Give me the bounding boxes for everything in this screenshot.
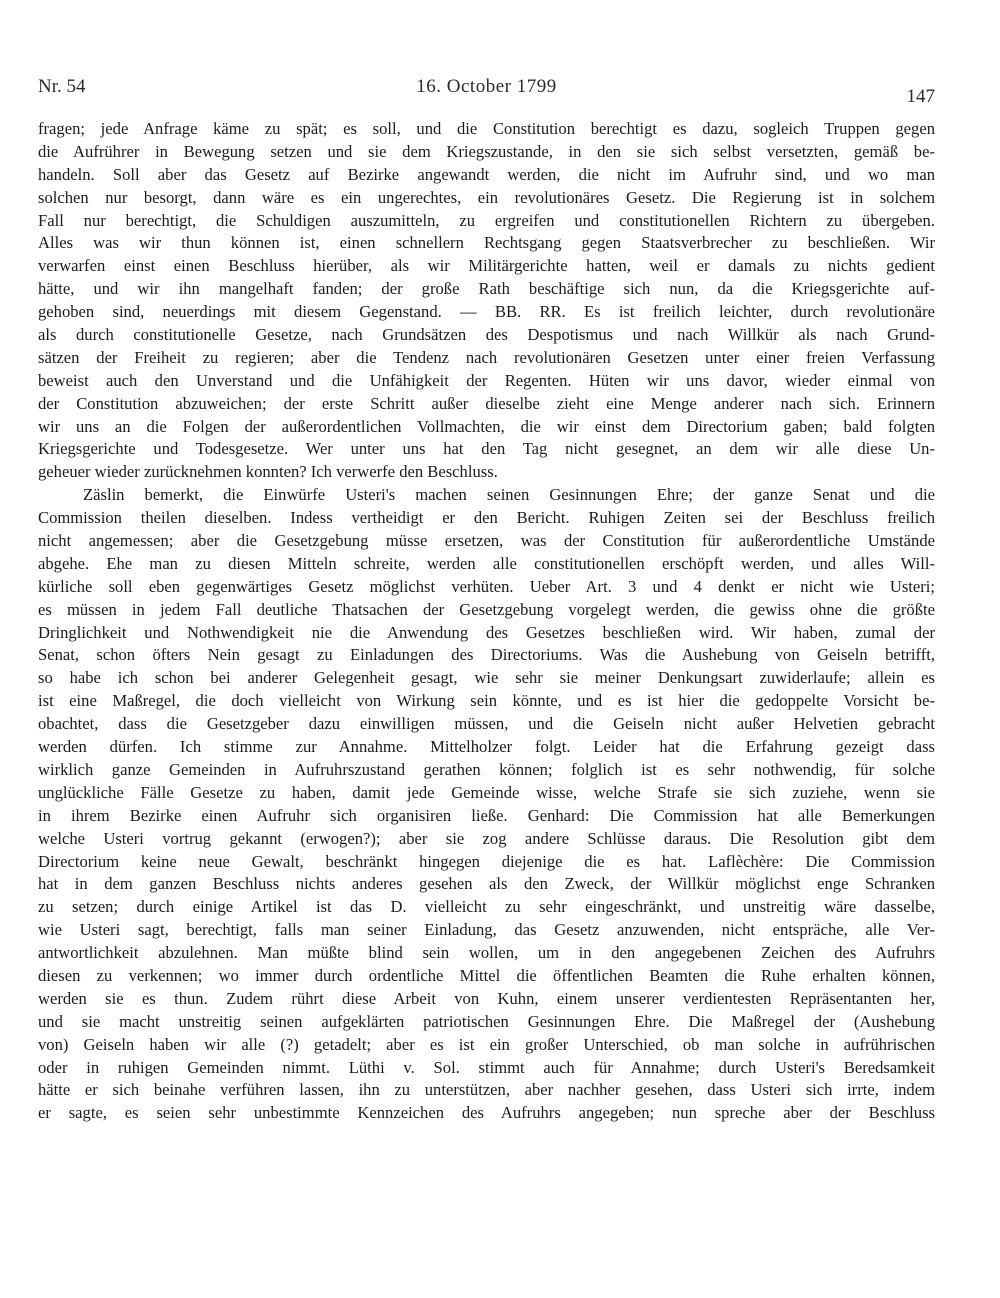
text-line: welche Usteri vortrug gekannt (erwogen?); aber sie zog andere Schlüsse daraus. Die Resolution gibt dem — [38, 828, 935, 848]
text-line: Alles was wir thun können ist, einen schnellern Rechtsgang gegen Staatsverbrecher zu beschließen. Wir — [38, 233, 935, 253]
text-line: zu setzen; durch einige Artikel ist das D. vielleicht zu sehr eingeschränkt, und unstreitig wäre dasselbe, — [38, 897, 935, 917]
text-line: wir uns an die Folgen der außerordentlichen Vollmachten, die wir einst dem Directorium gaben; bald folgten — [38, 416, 935, 436]
page-number: 147 — [906, 86, 935, 107]
text-line: beweist auch den Unverstand und die Unfähigkeit der Regenten. Hüten wir uns davor, wieder einmal von — [38, 370, 935, 390]
text-line: als durch constitutionelle Gesetze, nach Grundsätzen des Despotismus und nach Willkür als nach Grund- — [38, 325, 935, 345]
page-header — [38, 76, 935, 106]
page-date: 16. October 1799 — [416, 76, 557, 97]
document-number: Nr. 54 — [38, 76, 86, 97]
text-line: abgehe. Ehe man zu diesen Mitteln schreite, werden alle constitutionellen erschöpft werden, und alles Will- — [38, 553, 935, 573]
text-line: nicht angemessen; aber die Gesetzgebung müsse ersetzen, was der Constitution für außerordentliche Umstände — [38, 531, 935, 551]
body-text — [38, 118, 935, 1125]
text-line: hätte, und wir ihn mangelhaft fanden; der große Rath beschäftige sich nun, da die Kriegsgerichte auf- — [38, 279, 935, 299]
text-line: der Constitution abzuweichen; der erste Schritt außer dieselbe zieht eine Menge anderer nach sich. Erinnern — [38, 393, 935, 413]
text-line: von) Geiseln haben wir alle (?) getadelt; aber es ist ein großer Unterschied, ob man solche in aufrührischen — [38, 1034, 935, 1054]
text-line: Senat, schon öfters Nein gesagt zu Einladungen des Directoriums. Was die Aushebung von Geiseln betrifft, — [38, 645, 935, 665]
text-line: antwortlichkeit abzulehnen. Man müßte blind sein wollen, um in den angegebenen Zeichen des Aufruhrs — [38, 943, 935, 963]
text-line: werden dürfen. Ich stimme zur Annahme. Mittelholzer folgt. Leider hat die Erfahrung gezeigt dass — [38, 737, 935, 757]
text-line: solchen nur besorgt, dann wäre es ein ungerechtes, ein revolutionäres Gesetz. Die Regierung ist in solchem — [38, 187, 935, 207]
text-line: Kriegsgerichte und Todesgesetze. Wer unter uns hat den Tag nicht gesegnet, an dem wir alle diese Un- — [38, 439, 935, 459]
text-line: er sagte, es seien sehr unbestimmte Kennzeichen des Aufruhrs angegeben; nun spreche aber der Beschluss — [38, 1103, 935, 1123]
text-line: es müssen in jedem Fall deutliche Thatsachen der Gesetzgebung vorgelegt werden, die gewiss ohne die größte — [38, 599, 935, 619]
text-line: in ihrem Bezirke einen Aufruhr sich organisiren ließe. Genhard: Die Commission hat alle Bemerkungen — [38, 805, 935, 825]
text-line: Fall nur berechtigt, die Schuldigen auszumitteln, zu ergreifen und constitutionellen Richtern zu übergeben. — [38, 210, 935, 230]
text-line: hat in dem ganzen Beschluss nichts anderes gesehen als den Zweck, der Willkür möglichst enge Schranken — [38, 874, 935, 894]
text-line: gehoben sind, neuerdings mit diesem Gegenstand. — BB. RR. Es ist freilich leichter, durch revolutionäre — [38, 302, 935, 322]
text-line: hätte er sich beinahe verführen lassen, ihn zu unterstützen, aber nachher gesehen, dass Usteri sich irrte, indem — [38, 1080, 935, 1100]
text-line: Commission theilen dieselben. Indess vertheidigt er den Bericht. Ruhigen Zeiten sei der Beschluss freilich — [38, 508, 935, 528]
text-line: Directorium keine neue Gewalt, beschränkt hingegen diejenige die es hat. Laflèchère: Die Commission — [38, 851, 935, 871]
text-line: geheuer wieder zurücknehmen konnten? Ich verwerfe den Beschluss. — [38, 462, 498, 482]
text-line: oder in ruhigen Gemeinden nimmt. Lüthi v. Sol. stimmt auch für Annahme; durch Usteri's Beredsamkeit — [38, 1057, 935, 1077]
text-line: kürliche soll eben gegenwärtiges Gesetz möglichst verhüten. Ueber Art. 3 und 4 denkt er nicht wie Usteri; — [38, 576, 935, 596]
text-line: sätzen der Freiheit zu regieren; aber die Tendenz nach revolutionären Gesetzen unter einer freien Verfassung — [38, 347, 935, 367]
text-line: obachtet, dass die Gesetzgeber dazu einwilligen müssen, und die Geiseln nicht außer Helvetien gebracht — [38, 714, 935, 734]
text-line: diesen zu verkennen; wo immer durch ordentliche Mittel die öffentlichen Beamten die Ruhe erhalten können, — [38, 965, 935, 985]
text-line: wie Usteri sagt, berechtigt, falls man seiner Einladung, das Gesetz anzuwenden, nicht entspräche, alle Ver- — [38, 920, 935, 940]
text-line: Dringlichkeit und Nothwendigkeit nie die Anwendung des Gesetzes beschließen wird. Wir haben, zumal der — [38, 622, 935, 642]
text-line: werden sie es thun. Zudem rührt diese Arbeit von Kuhn, einem unserer verdientesten Repräsentanten her, — [38, 988, 935, 1008]
text-line: die Aufrührer in Bewegung setzen und sie dem Kriegszustande, in den sie sich selbst versetzten, gemäß be- — [38, 141, 935, 161]
text-line: wirklich ganze Gemeinden in Aufruhrszustand gerathen können; folglich ist es sehr nothwendig, für solche — [38, 759, 935, 779]
text-line: und sie macht unstreitig seinen aufgeklärten patriotischen Gesinnungen Ehre. Die Maßregel der (Aushebung — [38, 1011, 935, 1031]
text-line: ist eine Maßregel, die doch vielleicht von Wirkung sein könnte, und es ist hier die gedoppelte Vorsicht be- — [38, 691, 935, 711]
text-line: so habe ich schon bei anderer Gelegenheit gesagt, wie sehr sie meiner Denkungsart zuwiderlaufe; allein es — [38, 668, 935, 688]
text-line: Zäslin bemerkt, die Einwürfe Usteri's machen seinen Gesinnungen Ehre; der ganze Senat und die — [83, 485, 935, 505]
text-line: unglückliche Fälle Gesetze zu haben, damit jede Gemeinde wisse, welche Strafe sie sich zuziehe, wenn sie — [38, 782, 935, 802]
text-line: handeln. Soll aber das Gesetz auf Bezirke angewandt werden, die nicht im Aufruhr sind, und wo man — [38, 164, 935, 184]
text-line: fragen; jede Anfrage käme zu spät; es soll, und die Constitution berechtigt es dazu, sogleich Truppen gegen — [38, 119, 935, 138]
text-line: verwarfen einst einen Beschluss hierüber, als wir Militärgerichte hatten, weil er damals zu nichts gedient — [38, 256, 935, 276]
